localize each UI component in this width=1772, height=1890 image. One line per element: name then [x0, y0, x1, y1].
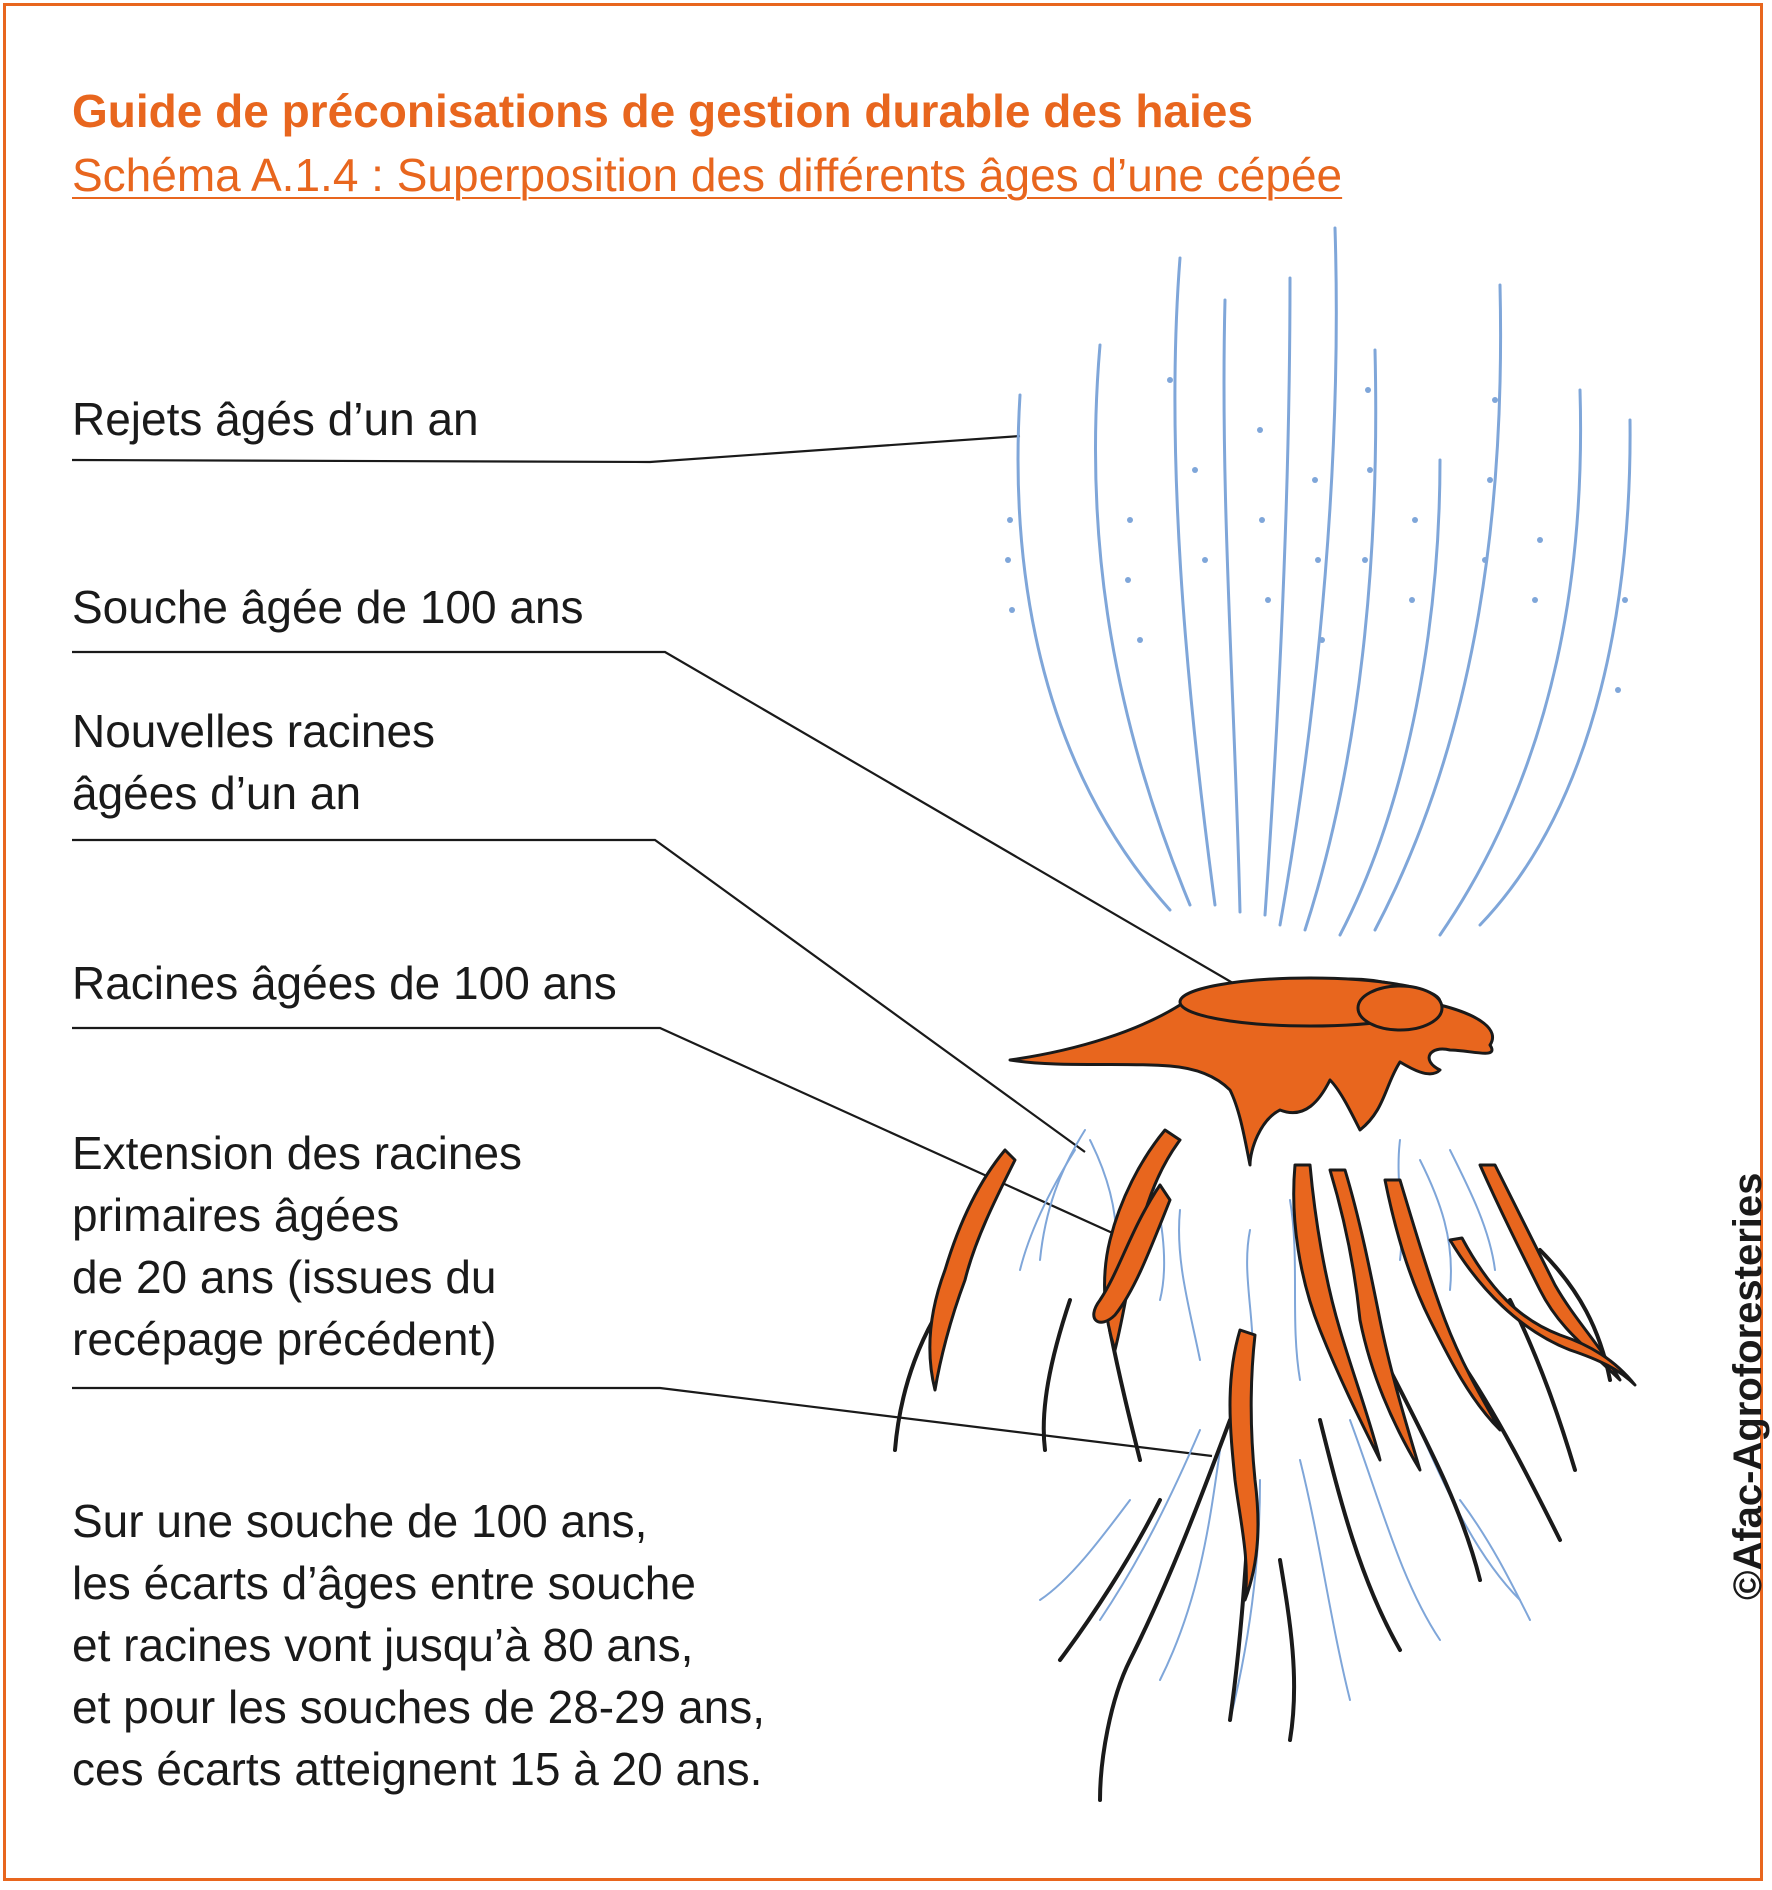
- note-line-3: et racines vont jusqu’à 80 ans,: [72, 1619, 694, 1671]
- leader-stump: [72, 652, 1262, 1000]
- note-line-2: les écarts d’âges entre souche: [72, 1557, 696, 1609]
- leader-lines: [72, 436, 1262, 1456]
- stump-100-years: [1010, 978, 1493, 1165]
- roots-100-years: [930, 1130, 1635, 1600]
- note-line-4: et pour les souches de 28-29 ans,: [72, 1681, 766, 1733]
- guide-title: Guide de préconisations de gestion durable des haies: [72, 85, 1253, 137]
- label-extension-line-3: de 20 ans (issues du: [72, 1251, 497, 1303]
- note-line-1: Sur une souche de 100 ans,: [72, 1495, 648, 1547]
- label-old-roots-line: Racines âgées de 100 ans: [72, 957, 617, 1009]
- shoots-one-year: [1018, 228, 1630, 935]
- note-line-5: ces écarts atteignent 15 à 20 ans.: [72, 1743, 763, 1795]
- leader-extension: [72, 1388, 1212, 1456]
- label-new-roots-line-2: âgées d’un an: [72, 767, 362, 819]
- roots-one-year: [1020, 1130, 1530, 1720]
- label-extension-line-4: recépage précédent): [72, 1313, 497, 1365]
- label-extension-line-2: primaires âgées: [72, 1189, 400, 1241]
- copyright-credit: ©Afac-Agroforesteries: [1726, 1172, 1770, 1600]
- schema-subtitle: Schéma A.1.4 : Superposition des différents âges d’une cépée: [72, 149, 1343, 201]
- label-new-roots-line-1: Nouvelles racines: [72, 705, 436, 757]
- leader-shoots: [72, 436, 1020, 462]
- label-extension-line-1: Extension des racines: [72, 1127, 523, 1179]
- leader-new-roots: [72, 840, 1085, 1152]
- label-stump-line: Souche âgée de 100 ans: [72, 581, 584, 633]
- label-shoots-line: Rejets âgés d’un an: [72, 393, 479, 445]
